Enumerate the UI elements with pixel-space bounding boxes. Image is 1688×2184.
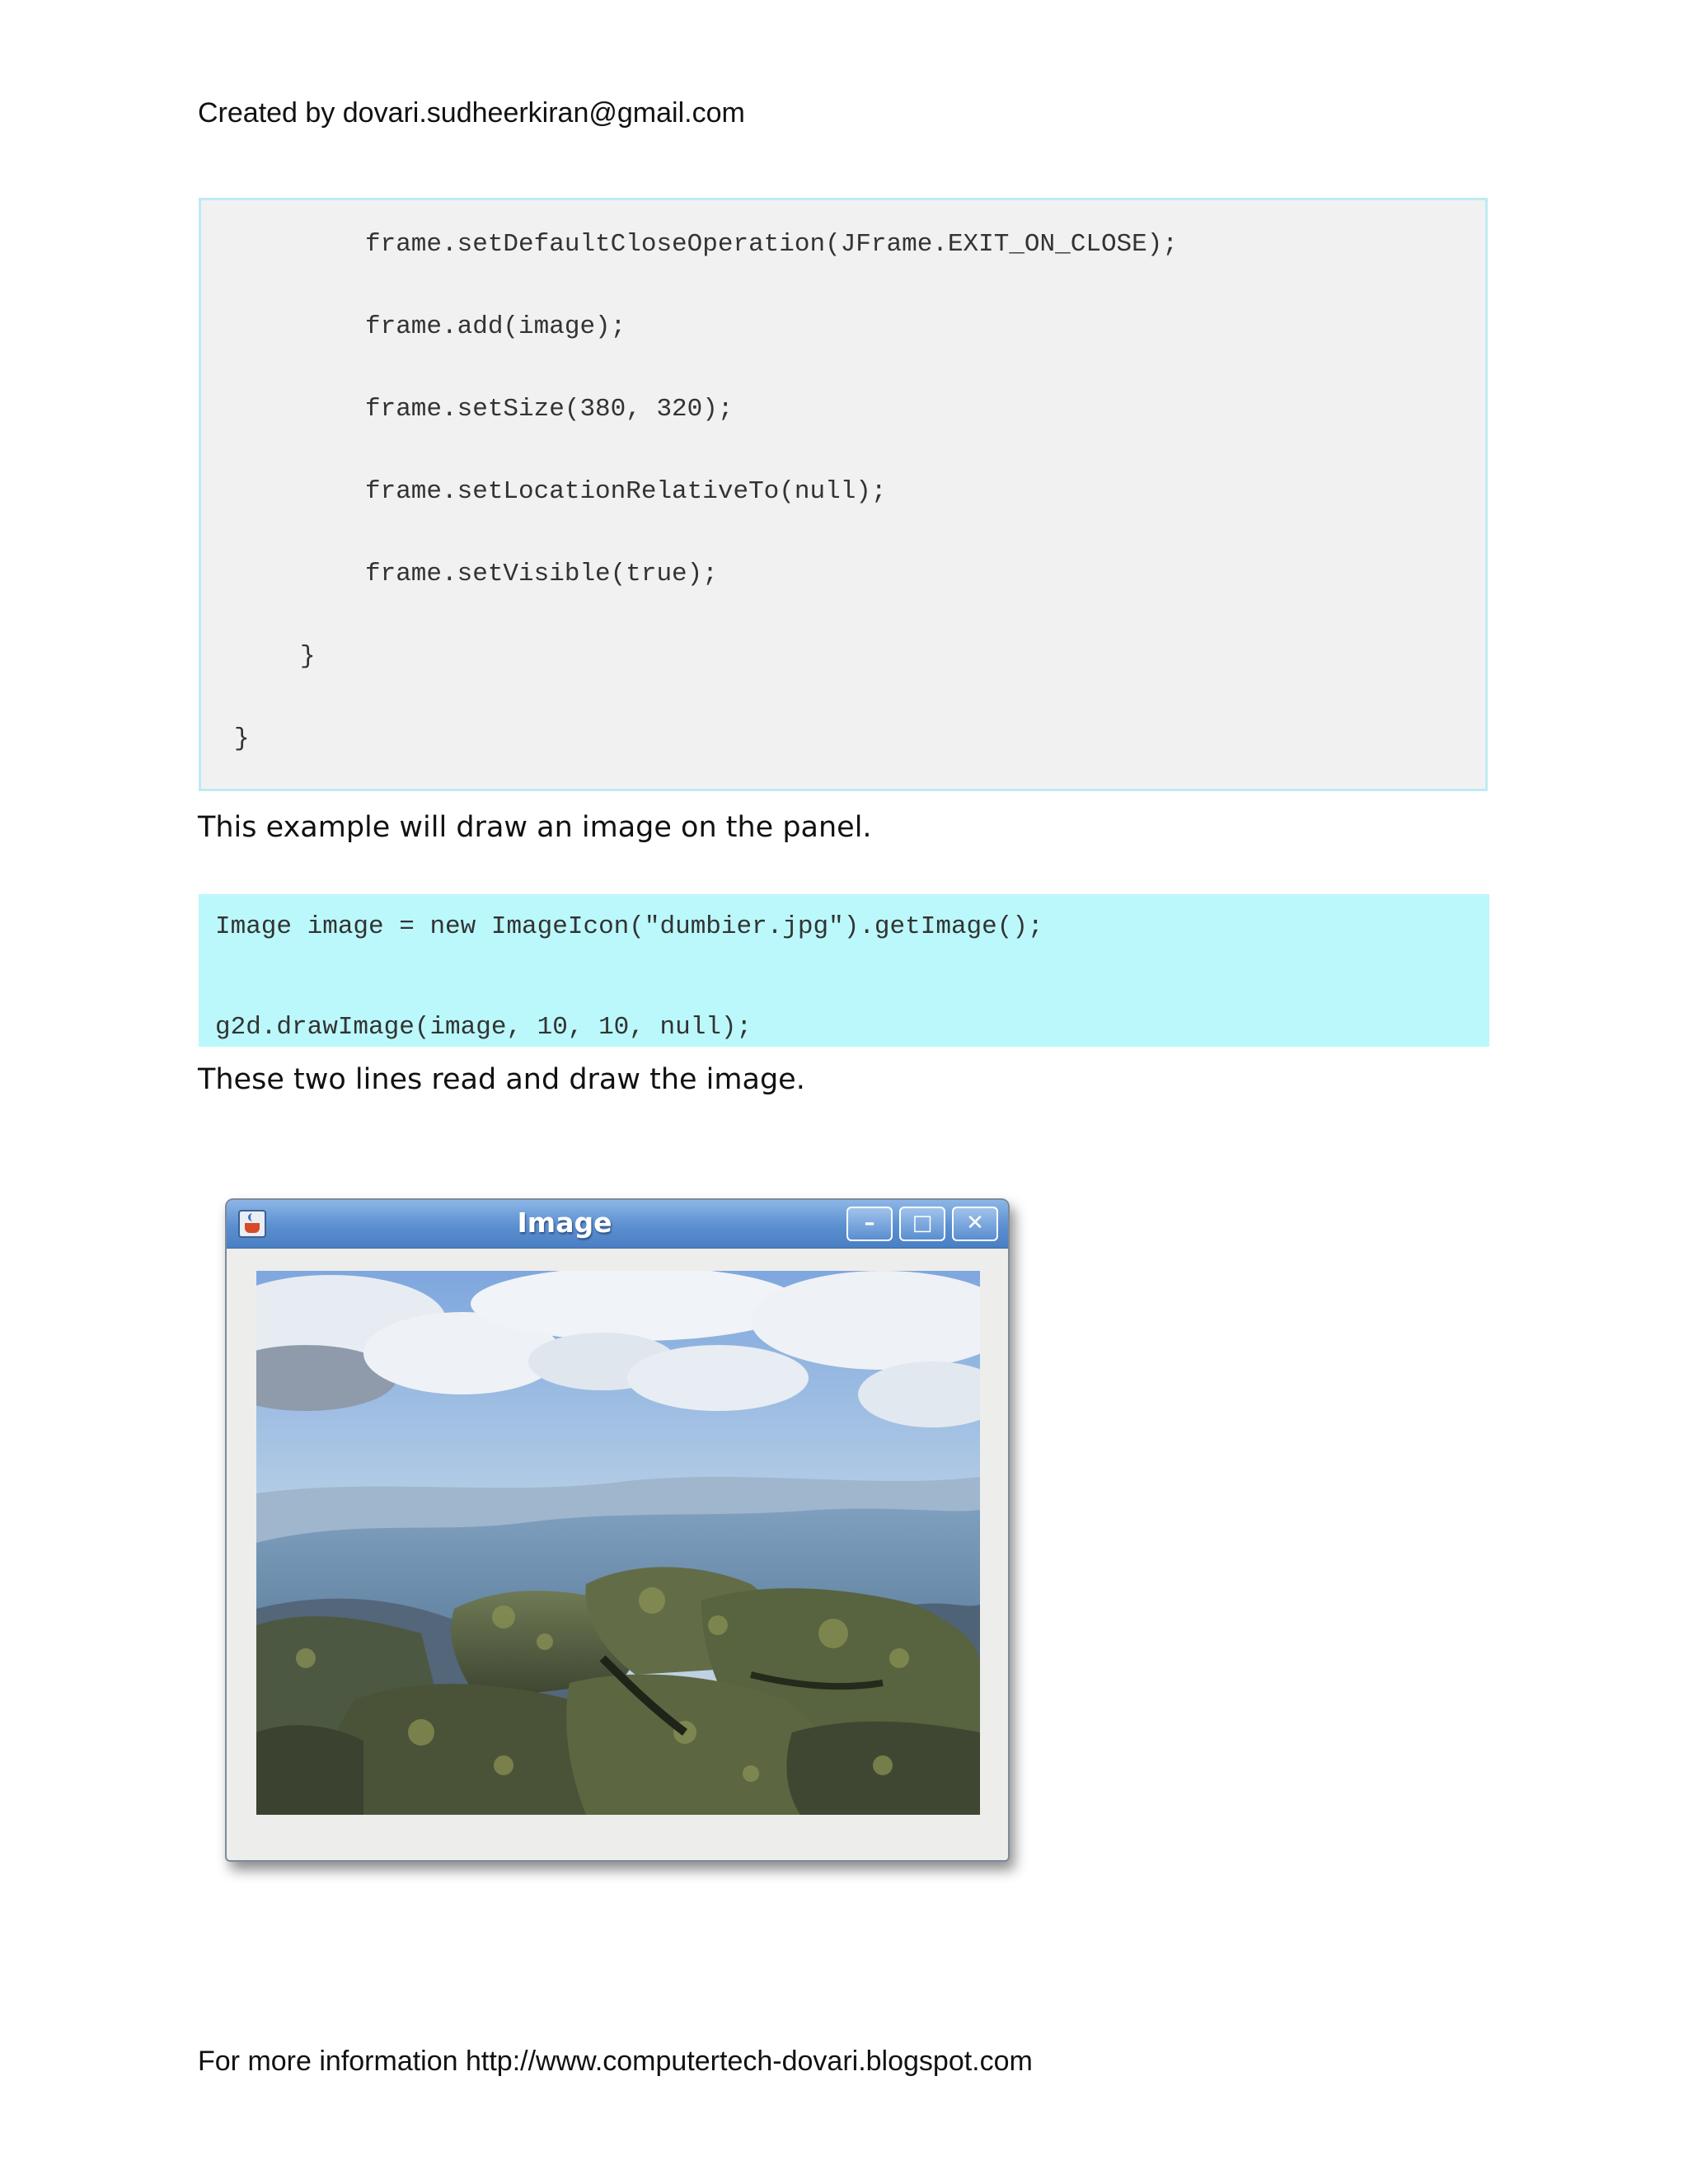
maximize-button[interactable]: □ [899, 1207, 945, 1241]
code-line: g2d.drawImage(image, 10, 10, null); [215, 1013, 753, 1042]
code-block-1 [199, 198, 1488, 791]
code-line: Image image = new ImageIcon("dumbier.jpg").getImage(); [215, 912, 1043, 941]
window-title-bar [227, 1200, 1008, 1249]
mountain-photo [256, 1271, 980, 1815]
code-line: frame.add(image); [365, 312, 626, 341]
mountain-photo-illustration [256, 1271, 980, 1815]
code-line: frame.setSize(380, 320); [365, 395, 734, 424]
close-button[interactable]: ✕ [952, 1207, 998, 1241]
code-line: frame.setVisible(true); [365, 560, 718, 588]
code-line: frame.setLocationRelativeTo(null); [365, 477, 887, 506]
window-title: Image [517, 1207, 612, 1239]
minimize-button[interactable]: – [846, 1207, 893, 1241]
code-block-2 [199, 894, 1489, 1047]
paragraph: These two lines read and draw the image. [198, 1063, 805, 1096]
code-line: frame.setDefaultCloseOperation(JFrame.EXIT_ON_CLOSE); [365, 230, 1178, 259]
page-header: Created by dovari.sudheerkiran@gmail.com [198, 97, 745, 129]
image-window-screenshot [225, 1198, 1010, 1862]
code-line: } [234, 724, 250, 753]
code-line: } [300, 642, 316, 671]
paragraph: This example will draw an image on the panel. [198, 811, 872, 844]
page-footer: For more information http://www.computertech-dovari.blogspot.com [198, 2046, 1033, 2077]
